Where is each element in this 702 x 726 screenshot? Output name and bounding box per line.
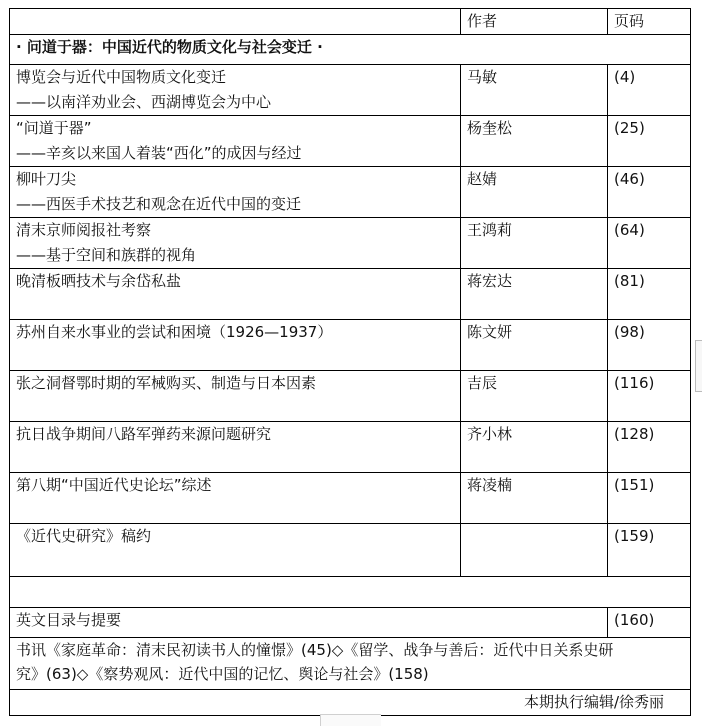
article-title-cell xyxy=(10,167,461,218)
article-author: 杨奎松 xyxy=(461,116,608,167)
article-row xyxy=(10,371,691,422)
article-author: 齐小林 xyxy=(461,422,608,473)
article-page: (4) xyxy=(608,65,691,116)
article-author xyxy=(461,524,608,577)
header-title-cell xyxy=(10,9,461,35)
editor-row xyxy=(10,690,691,716)
article-page: (81) xyxy=(608,269,691,320)
executive-editor: 本期执行编辑/徐秀丽 xyxy=(10,690,691,716)
book-notice-row xyxy=(10,638,691,690)
article-row xyxy=(10,320,691,371)
article-subtitle: ——西医手术技艺和观念在近代中国的变迁 xyxy=(16,195,302,213)
article-title-cell xyxy=(10,116,461,167)
book-notice-cell xyxy=(10,638,691,690)
article-row xyxy=(10,167,691,218)
article-author: 王鸿莉 xyxy=(461,218,608,269)
article-title: 柳叶刀尖 xyxy=(16,170,77,188)
article-row xyxy=(10,218,691,269)
article-author: 陈文妍 xyxy=(461,320,608,371)
english-contents-page: (160) xyxy=(608,608,691,638)
article-title: 苏州自来水事业的尝试和困境（1926—1937） xyxy=(16,323,333,341)
article-title-cell xyxy=(10,320,461,371)
article-title: 第八期“中国近代史论坛”综述 xyxy=(16,476,212,494)
article-title: 张之洞督鄂时期的军械购买、制造与日本因素 xyxy=(16,374,317,392)
page-edge xyxy=(320,714,381,726)
article-page: (159) xyxy=(608,524,691,577)
header-row xyxy=(10,9,691,35)
section-row xyxy=(10,35,691,65)
article-title-cell xyxy=(10,218,461,269)
article-page: (128) xyxy=(608,422,691,473)
article-author: 蒋宏达 xyxy=(461,269,608,320)
article-author: 马敏 xyxy=(461,65,608,116)
article-title-cell xyxy=(10,422,461,473)
article-title: 博览会与近代中国物质文化变迁 xyxy=(16,68,227,86)
article-author: 吉辰 xyxy=(461,371,608,422)
blank-cell xyxy=(10,577,691,608)
header-author: 作者 xyxy=(461,9,608,35)
article-title: 《近代史研究》稿约 xyxy=(16,527,152,545)
article-title-cell xyxy=(10,473,461,524)
article-subtitle: ——辛亥以来国人着装“西化”的成因与经过 xyxy=(16,144,302,162)
article-title-cell xyxy=(10,371,461,422)
book-notice-line: 究》(63)◇《察势观风：近代中国的记忆、舆论与社会》(158) xyxy=(16,665,429,683)
article-page: (98) xyxy=(608,320,691,371)
article-title-cell xyxy=(10,269,461,320)
english-contents-row xyxy=(10,608,691,638)
article-row xyxy=(10,65,691,116)
article-row xyxy=(10,116,691,167)
table-of-contents xyxy=(9,8,691,716)
article-subtitle: ——基于空间和族群的视角 xyxy=(16,246,197,264)
article-title-cell xyxy=(10,65,461,116)
article-title-cell xyxy=(10,524,461,577)
article-row xyxy=(10,269,691,320)
article-page: (151) xyxy=(608,473,691,524)
article-row xyxy=(10,473,691,524)
scrollbar-handle[interactable] xyxy=(695,340,702,392)
article-row xyxy=(10,422,691,473)
article-subtitle: ——以南洋劝业会、西湖博览会为中心 xyxy=(16,93,272,111)
book-notice-line: 书讯《家庭革命：清末民初读书人的憧憬》(45)◇《留学、战争与善后：近代中日关系史研 xyxy=(16,641,614,659)
article-title: “问道于器” xyxy=(16,119,92,137)
header-page: 页码 xyxy=(608,9,691,35)
article-title: 晚清板晒技术与余岱私盐 xyxy=(16,272,182,290)
article-author: 蒋凌楠 xyxy=(461,473,608,524)
article-page: (116) xyxy=(608,371,691,422)
blank-row xyxy=(10,577,691,608)
article-page: (46) xyxy=(608,167,691,218)
article-row xyxy=(10,524,691,577)
article-author: 赵婧 xyxy=(461,167,608,218)
section-title: · 问道于器：中国近代的物质文化与社会变迁 · xyxy=(10,35,691,65)
article-title: 抗日战争期间八路军弹药来源问题研究 xyxy=(16,425,272,443)
article-page: (64) xyxy=(608,218,691,269)
english-contents-title: 英文目录与提要 xyxy=(10,608,608,638)
article-page: (25) xyxy=(608,116,691,167)
article-title: 清末京师阅报社考察 xyxy=(16,221,152,239)
